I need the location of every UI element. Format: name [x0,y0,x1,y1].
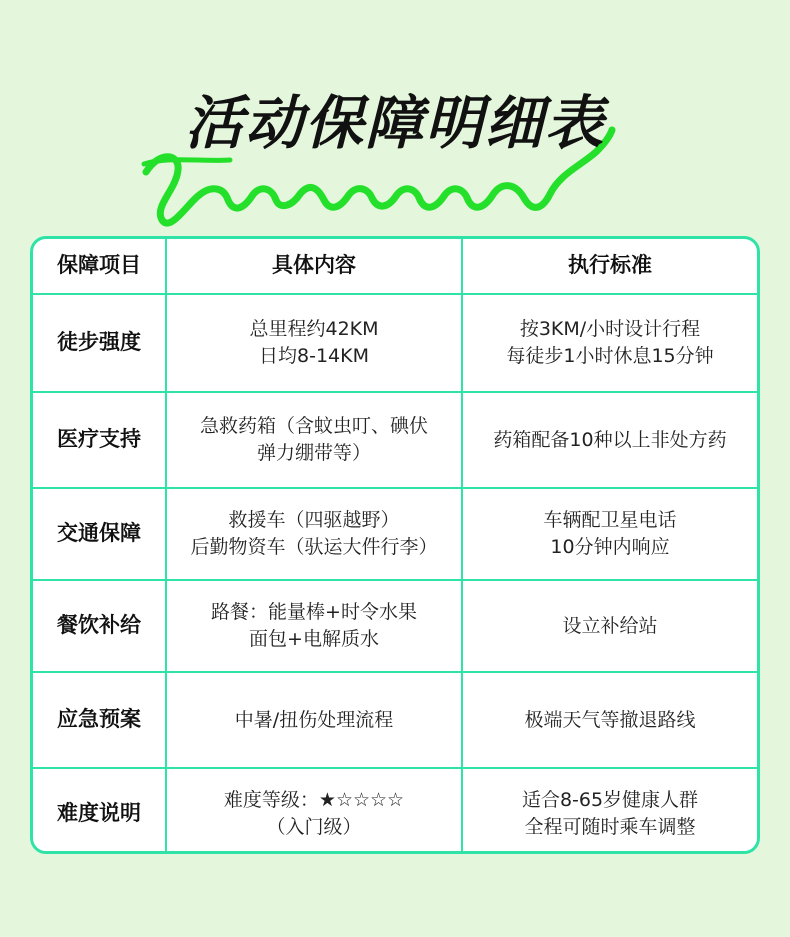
header-standard: 执行标准 [462,239,757,294]
row-content [166,294,462,392]
standard-line: 车辆配卫星电话 [543,509,677,532]
table-row [33,488,757,580]
content-line: 后勤物资车（驮运大件行李） [190,536,438,558]
title-area [0,70,790,190]
row-item: 餐饮补给 [33,580,166,672]
content-line: 救援车（四驱越野） [228,509,400,532]
standard-line: 适合8-65岁健康人群 [521,788,699,811]
guarantee-table-card [30,236,760,854]
table-row [33,768,757,854]
row-standard [462,392,757,488]
row-item: 应急预案 [33,672,166,768]
row-standard [462,672,757,768]
table-row [33,294,757,392]
row-item: 难度说明 [33,768,166,854]
standard-line: 每徒步1小时休息15分钟 [506,345,714,367]
content-line: 面包+电解质水 [249,628,379,650]
content-line: 路餐：能量棒+时令水果 [211,601,417,624]
row-content [166,768,462,854]
row-content [166,488,462,580]
page-title: 活动保障明细表 [184,89,605,157]
standard-line: 极端天气等撤退路线 [524,708,696,731]
table-header-row [33,239,757,294]
content-line: 难度等级：★☆☆☆☆ [223,788,405,811]
row-content [166,580,462,672]
content-line: 弹力绷带等） [256,442,371,464]
content-line: 急救药箱（含蚊虫叮、碘伏 [199,415,428,438]
guarantee-table [33,239,757,854]
content-line: 中暑/扭伤处理流程 [234,708,394,731]
standard-line: 设立补给站 [562,614,658,637]
row-standard [462,488,757,580]
standard-line: 10分钟内响应 [550,536,670,558]
row-item: 徒步强度 [33,294,166,392]
row-item: 交通保障 [33,488,166,580]
row-standard [462,294,757,392]
content-line: 日均8-14KM [259,345,369,367]
content-line: （入门级） [266,815,362,838]
row-content [166,672,462,768]
row-standard [462,768,757,854]
header-content: 具体内容 [166,239,462,294]
row-standard [462,580,757,672]
header-item: 保障项目 [33,239,166,294]
row-item: 医疗支持 [33,392,166,488]
table-row [33,672,757,768]
table-row [33,392,757,488]
standard-line: 全程可随时乘车调整 [524,815,696,838]
standard-line: 药箱配备10种以上非处方药 [493,428,727,451]
standard-line: 按3KM/小时设计行程 [519,318,701,341]
table-row [33,580,757,672]
content-line: 总里程约42KM [249,318,379,341]
row-content [166,392,462,488]
